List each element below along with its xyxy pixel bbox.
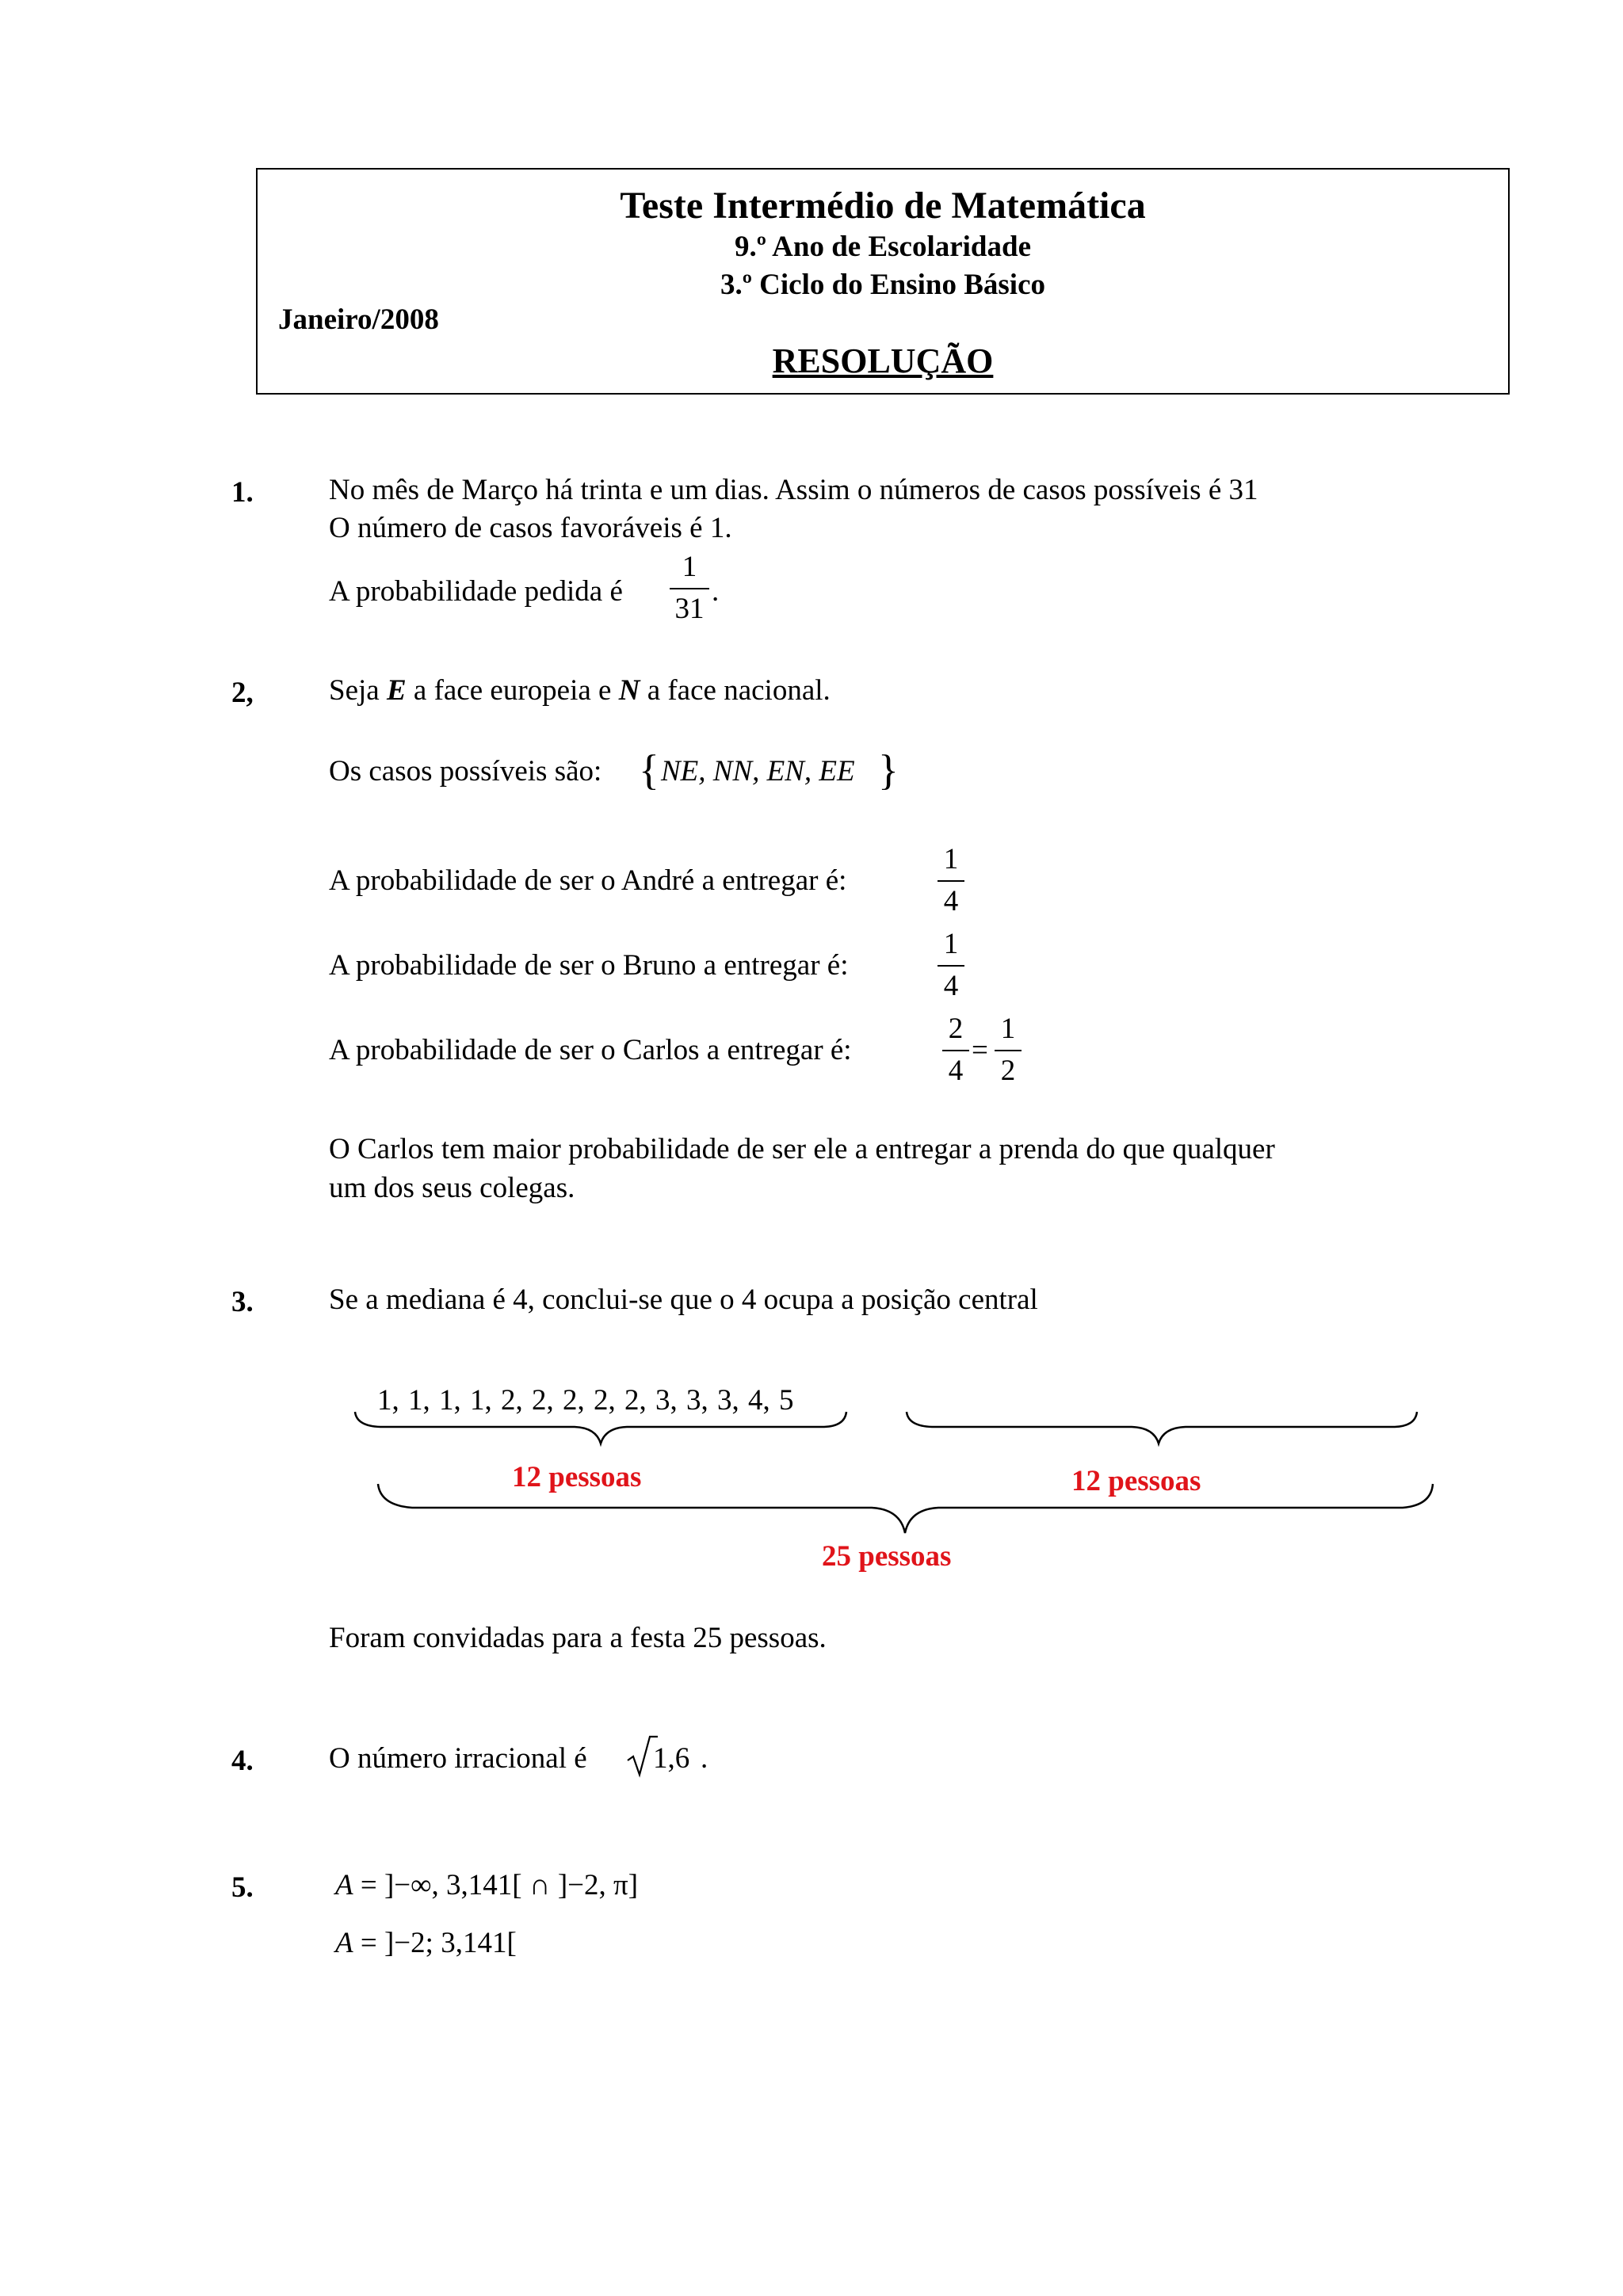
face-e-symbol: E	[386, 674, 407, 707]
face-n-symbol: N	[618, 674, 640, 707]
q5-line2	[335, 1928, 517, 1958]
brace-left-label: 12 pessoas	[512, 1461, 642, 1493]
carlos-frac2-num: 1	[1000, 1013, 1016, 1045]
q2-conclusion-1: O Carlos tem maior probabilidade de ser ele a entregar a prenda do que qualquer	[329, 1133, 1275, 1165]
grade-label: 9.º Ano de Escolaridade	[734, 231, 1032, 263]
resolution-heading: RESOLUÇÃO	[772, 341, 994, 380]
q2-intro-c: a face nacional.	[647, 674, 831, 707]
q1-number: 1.	[231, 476, 254, 509]
carlos-frac-den: 4	[948, 1055, 964, 1087]
brace-total-label: 25 pessoas	[822, 1540, 952, 1573]
q4-end: .	[701, 1742, 708, 1775]
equals-sign: =	[360, 1869, 377, 1901]
bruno-frac-den: 4	[943, 970, 959, 1002]
q1-line1: No mês de Março há trinta e um dias. Assim o números de casos possíveis é 31	[329, 474, 1258, 506]
q2-intro-a: Seja	[329, 674, 380, 707]
date-label: Janeiro/2008	[278, 303, 439, 336]
brace-right-label: 12 pessoas	[1071, 1465, 1201, 1497]
cases-close-brace: }	[878, 746, 899, 794]
q4-number: 4.	[231, 1745, 254, 1777]
left-brace	[355, 1412, 846, 1444]
q3-conclusion: Foram convidadas para a festa 25 pessoas.	[329, 1622, 827, 1654]
q4-radicand: 1,6	[653, 1742, 690, 1775]
q1-end: .	[712, 575, 720, 608]
q2-intro-b: a face europeia e	[413, 674, 612, 707]
right-brace	[907, 1412, 1417, 1444]
q2-number: 2,	[231, 677, 254, 709]
interval-1: ]−∞, 3,141[	[384, 1869, 522, 1901]
q2-carlos: A probabilidade de ser o Carlos a entregar é:	[329, 1034, 852, 1066]
equals-sign: =	[360, 1927, 377, 1959]
q4-text: O número irracional é	[329, 1742, 587, 1775]
equals-sign: =	[972, 1034, 988, 1066]
result-interval: ]−2; 3,141[	[384, 1927, 517, 1959]
q2-cases-label: Os casos possíveis são:	[329, 755, 602, 788]
page-title: Teste Intermédio de Matemática	[620, 185, 1146, 227]
q3-number: 3.	[231, 1286, 254, 1318]
cycle-label: 3.º Ciclo do Ensino Básico	[720, 269, 1046, 301]
q1-line2: O número de casos favoráveis é 1.	[329, 512, 732, 544]
q3-sequence: 1, 1, 1, 1, 2, 2, 2, 2, 2, 3, 3, 3, 4, 5	[377, 1384, 794, 1417]
q2-cases-set: NE, NN, EN, EE	[661, 755, 855, 788]
cases-open-brace: {	[639, 746, 659, 794]
q2-andre: A probabilidade de ser o André a entregar é:	[329, 864, 847, 897]
q1-frac-den: 31	[674, 593, 705, 625]
q3-text: Se a mediana é 4, conclui-se que o 4 ocupa a posição central	[329, 1283, 1038, 1316]
intersection-symbol: ∩	[529, 1869, 551, 1901]
q5-line1	[335, 1871, 638, 1900]
andre-frac-den: 4	[943, 885, 959, 917]
carlos-frac-num: 2	[948, 1013, 964, 1045]
q1-line3: A probabilidade pedida é	[329, 575, 623, 608]
q1-frac-num: 1	[682, 551, 697, 583]
set-a-symbol: A	[335, 1927, 353, 1959]
bruno-frac-num: 1	[943, 928, 959, 960]
andre-frac-num: 1	[943, 843, 959, 875]
q2-conclusion-2: um dos seus colegas.	[329, 1172, 575, 1204]
carlos-frac2-den: 2	[1000, 1055, 1016, 1087]
set-a-symbol: A	[335, 1869, 353, 1901]
q2-bruno: A probabilidade de ser o Bruno a entregar é:	[329, 949, 849, 982]
interval-2: ]−2, π]	[557, 1869, 639, 1901]
q5-number: 5.	[231, 1871, 254, 1904]
